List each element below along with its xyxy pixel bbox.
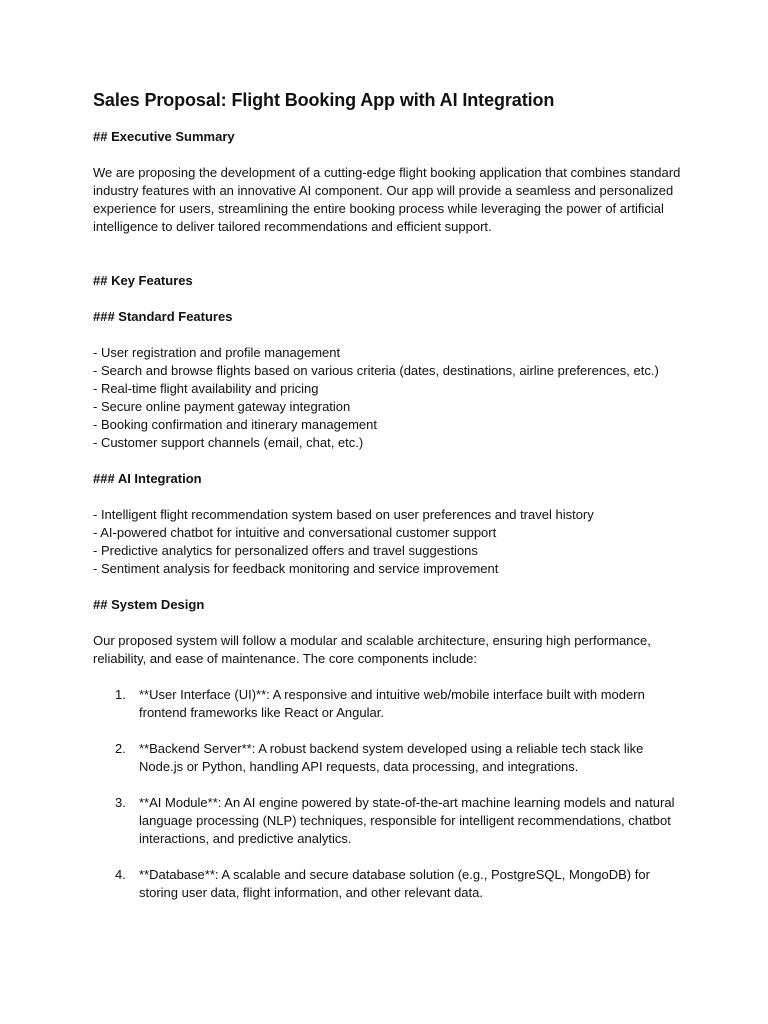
list-item: - Intelligent flight recommendation system based on user preferences and travel history bbox=[93, 507, 594, 522]
system-design-intro: Our proposed system will follow a modular and scalable architecture, ensuring high performance, reliability, and ease of maintenance. The core components include: bbox=[93, 633, 651, 666]
executive-summary-heading: ## Executive Summary bbox=[93, 129, 235, 144]
list-item: - Search and browse flights based on various criteria (dates, destinations, airline preferences, etc.) bbox=[93, 363, 659, 378]
page-title: Sales Proposal: Flight Booking App with AI Integration bbox=[93, 90, 555, 110]
item-number: 4. bbox=[115, 867, 126, 882]
component-item bbox=[93, 794, 683, 848]
item-text: **Backend Server**: A robust backend system developed using a reliable tech stack like Node.js or Python, handling API requests, data processing, and integrations. bbox=[139, 741, 644, 774]
item-number: 3. bbox=[115, 795, 126, 810]
standard-features-heading: ### Standard Features bbox=[93, 309, 233, 324]
item-number: 2. bbox=[115, 741, 126, 756]
item-number: 1. bbox=[115, 687, 126, 702]
component-item bbox=[93, 686, 683, 722]
executive-summary-paragraph: We are proposing the development of a cutting-edge flight booking application that combines standard industry features with an innovative AI component. Our app will provide a seamless and personalized experience for users, streamlining the entire booking process while leveraging the power of artificial intelligence to deliver tailored recommendations and efficient support. bbox=[93, 165, 681, 234]
system-design-heading: ## System Design bbox=[93, 597, 205, 612]
item-text: **AI Module**: An AI engine powered by state-of-the-art machine learning models and natural language processing (NLP) techniques, responsible for intelligent recommendations, chatbot interactions, and predictive analytics. bbox=[139, 795, 675, 846]
list-item: - Customer support channels (email, chat, etc.) bbox=[93, 435, 364, 450]
key-features-heading: ## Key Features bbox=[93, 273, 193, 288]
component-item bbox=[93, 740, 683, 776]
list-item: - Predictive analytics for personalized offers and travel suggestions bbox=[93, 543, 478, 558]
list-item: - Sentiment analysis for feedback monitoring and service improvement bbox=[93, 561, 499, 576]
item-text: **Database**: A scalable and secure database solution (e.g., PostgreSQL, MongoDB) for storing user data, flight information, and other relevant data. bbox=[139, 867, 650, 900]
components-list bbox=[93, 686, 683, 902]
list-item: - Real-time flight availability and pricing bbox=[93, 381, 319, 396]
list-item: - User registration and profile management bbox=[93, 345, 341, 360]
list-item: - AI-powered chatbot for intuitive and conversational customer support bbox=[93, 525, 497, 540]
ai-integration-list bbox=[93, 506, 683, 578]
ai-integration-heading: ### AI Integration bbox=[93, 471, 202, 486]
item-text: **User Interface (UI)**: A responsive and intuitive web/mobile interface built with modern frontend frameworks like React or Angular. bbox=[139, 687, 645, 720]
list-item: - Secure online payment gateway integration bbox=[93, 399, 351, 414]
standard-features-list bbox=[93, 344, 683, 452]
list-item: - Booking confirmation and itinerary management bbox=[93, 417, 377, 432]
document-page bbox=[93, 88, 683, 920]
component-item bbox=[93, 866, 683, 902]
